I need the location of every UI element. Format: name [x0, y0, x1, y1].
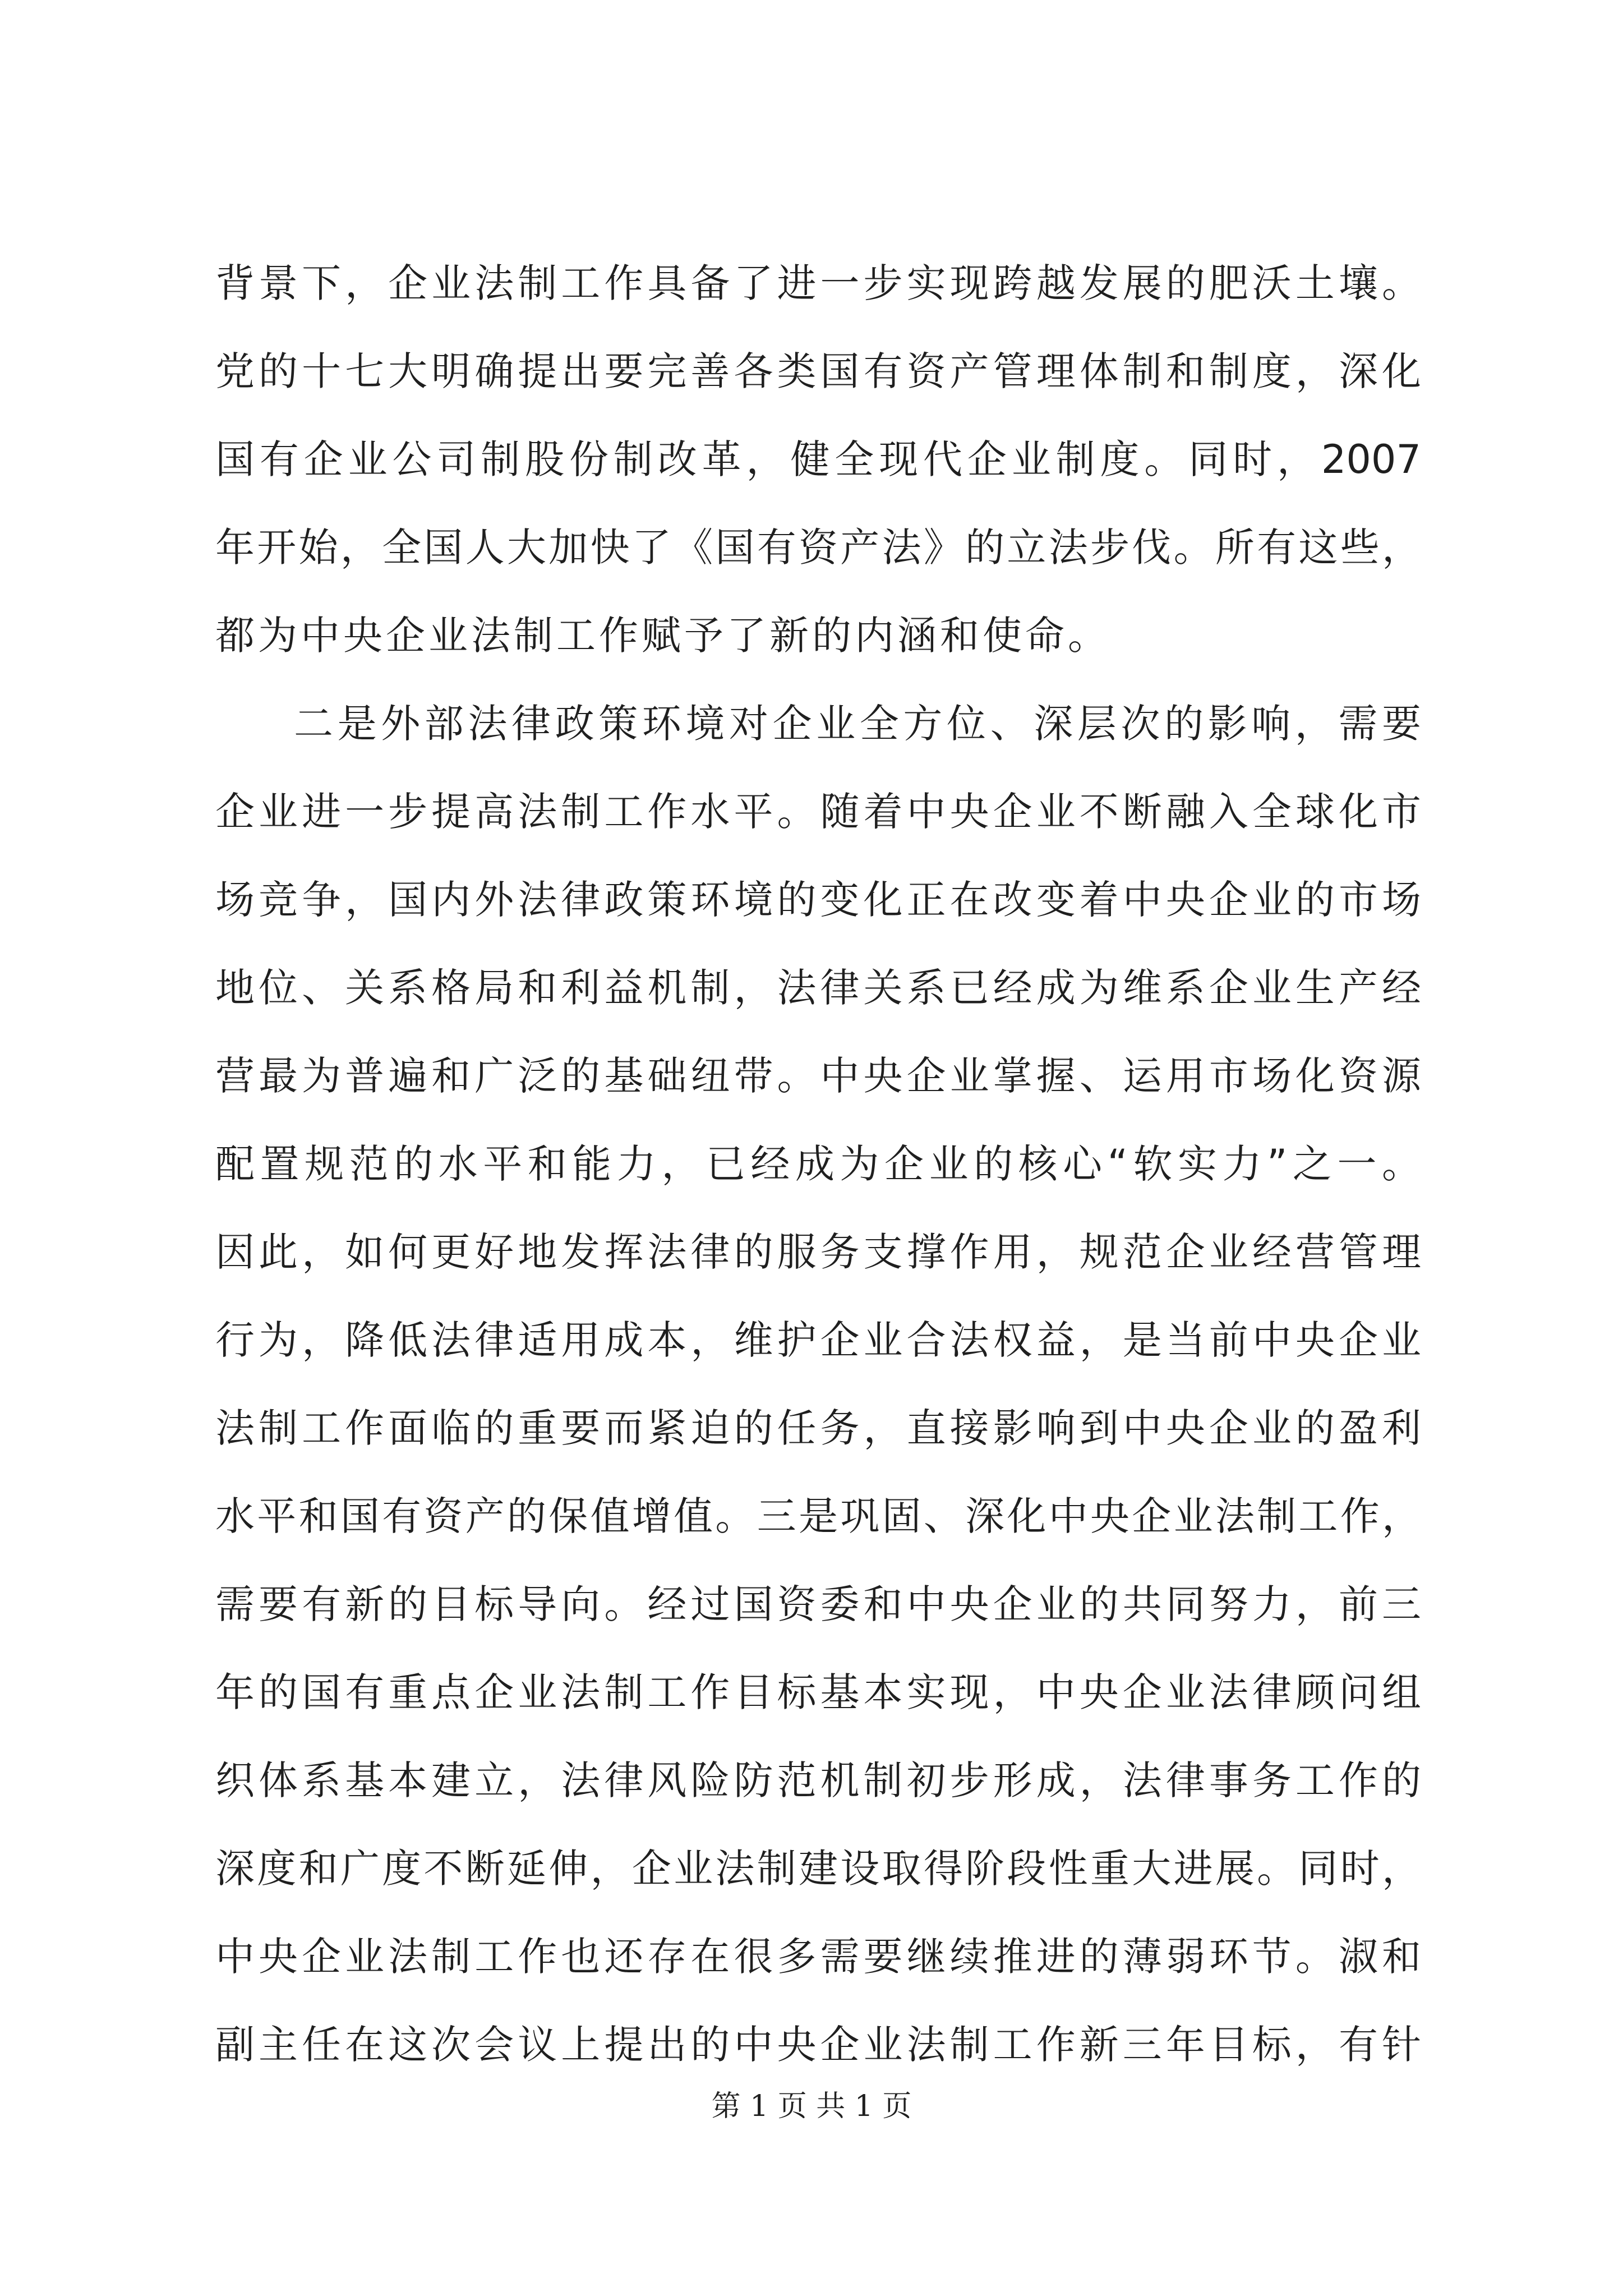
text-line: 中央企业法制工作也还存在很多需要继续推进的薄弱环节。淑和: [215, 1934, 1421, 1980]
text-line: 因此，如何更好地发挥法律的服务支撑作用，规范企业经营管理: [215, 1229, 1421, 1275]
text-line: 年的国有重点企业法制工作目标基本实现，中央企业法律顾问组: [215, 1669, 1421, 1715]
text-line: 营最为普遍和广泛的基础纽带。中央企业掌握、运用市场化资源: [215, 1053, 1421, 1099]
text-line: 配置规范的水平和能力，已经成为企业的核心“软实力”之一。: [215, 1141, 1421, 1187]
page-footer: 第 1 页 共 1 页: [711, 2090, 912, 2123]
text-line: 背景下，企业法制工作具备了进一步实现跨越发展的肥沃土壤。: [215, 260, 1421, 306]
text-line: 副主任在这次会议上提出的中央企业法制工作新三年目标，有针: [215, 2022, 1421, 2068]
text-line: 深度和广度不断延伸，企业法制建设取得阶段性重大进展。同时，: [215, 1846, 1421, 1892]
text-line: 行为，降低法律适用成本，维护企业合法权益，是当前中央企业: [215, 1317, 1421, 1363]
text-line: 地位、关系格局和利益机制，法律关系已经成为维系企业生产经: [215, 965, 1421, 1011]
text-line: 场竞争，国内外法律政策环境的变化正在改变着中央企业的市场: [215, 877, 1421, 923]
text-line: 需要有新的目标导向。经过国资委和中央企业的共同努力，前三: [215, 1581, 1421, 1627]
text-line: 织体系基本建立，法律风险防范机制初步形成，法律事务工作的: [215, 1757, 1421, 1803]
text-line: 企业进一步提高法制工作水平。随着中央企业不断融入全球化市: [215, 789, 1421, 835]
text-line: 国有企业公司制股份制改革，健全现代企业制度。同时，2007: [215, 436, 1421, 482]
text-line: 水平和国有资产的保值增值。三是巩固、深化中央企业法制工作，: [215, 1493, 1421, 1539]
text-line: 年开始，全国人大加快了《国有资产法》的立法步伐。所有这些，: [215, 524, 1421, 570]
text-line: 法制工作面临的重要而紧迫的任务，直接影响到中央企业的盈利: [215, 1405, 1421, 1451]
text-line: 二是外部法律政策环境对企业全方位、深层次的影响，需要: [294, 701, 1421, 747]
text-line: 党的十七大明确提出要完善各类国有资产管理体制和制度，深化: [215, 348, 1421, 394]
text-line: 都为中央企业法制工作赋予了新的内涵和使命。: [215, 613, 1110, 659]
